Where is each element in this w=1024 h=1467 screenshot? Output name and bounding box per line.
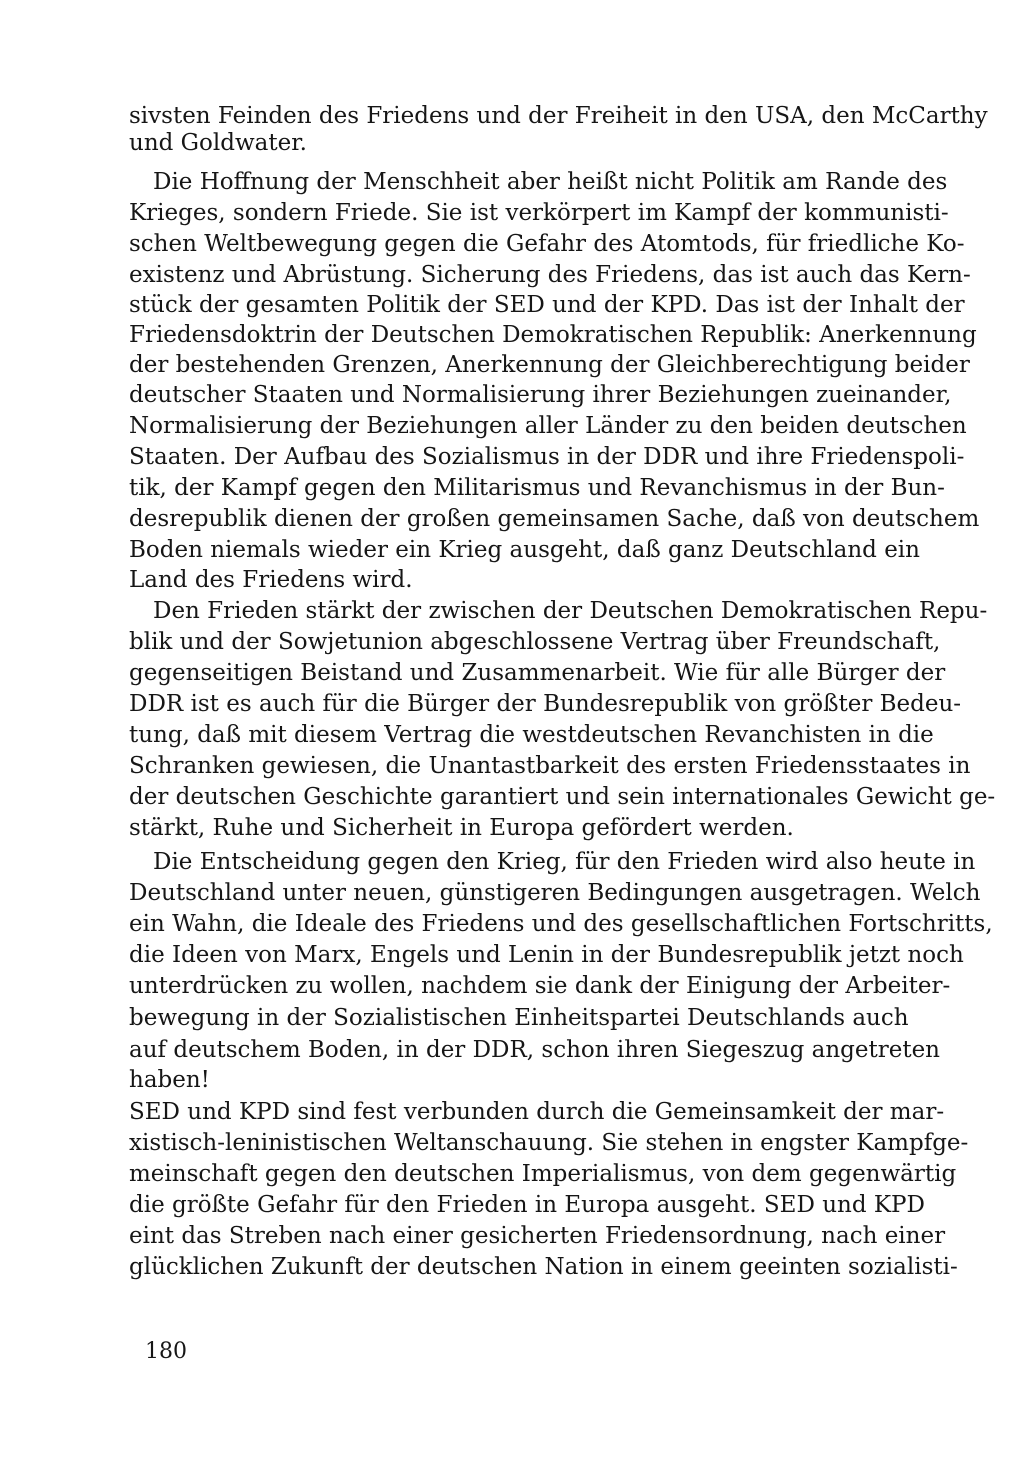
text-line: glücklichen Zukunft der deutschen Nation in einem geeinten sozialisti- [129,1254,958,1280]
text-line: eint das Streben nach einer gesicherten Friedensordnung, nach einer [129,1223,946,1249]
text-line: DDR ist es auch für die Bürger der Bundesrepublik von größter Bedeu- [129,691,962,717]
paragraph-first-line: Die Hoffnung der Menschheit aber heißt nicht Politik am Rande des [153,169,948,195]
text-line: desrepublik dienen der großen gemeinsamen Sache, daß von deutschem [129,506,980,532]
text-line: Deutschland unter neuen, günstigeren Bedingungen ausgetragen. Welch [129,880,981,906]
paragraph-first-line: Die Entscheidung gegen den Krieg, für den Frieden wird also heute in [153,849,976,875]
text-line: Boden niemals wieder ein Krieg ausgeht, daß ganz Deutschland ein [129,537,920,563]
text-line: unterdrücken zu wollen, nachdem sie dank der Einigung der Arbeiter- [129,973,951,999]
text-line: schen Weltbewegung gegen die Gefahr des Atomtods, für friedliche Ko- [129,231,965,257]
text-line: sivsten Feinden des Friedens und der Freiheit in den USA, den McCarthy [129,103,988,129]
text-line: meinschaft gegen den deutschen Imperialismus, von dem gegenwärtig [129,1161,957,1187]
text-line: Friedensdoktrin der Deutschen Demokratischen Republik: Anerkennung [129,322,977,348]
text-line: Normalisierung der Beziehungen aller Länder zu den beiden deutschen [129,413,967,439]
text-line: die Ideen von Marx, Engels und Lenin in der Bundesrepublik jetzt noch [129,942,964,968]
text-line: bewegung in der Sozialistischen Einheitspartei Deutschlands auch [129,1005,909,1031]
text-line: tik, der Kampf gegen den Militarismus und Revanchismus in der Bun- [129,475,945,501]
text-line: auf deutschem Boden, in der DDR, schon ihren Siegeszug angetreten [129,1037,940,1063]
text-line: Schranken gewiesen, die Unantastbarkeit des ersten Friedensstaates in [129,753,971,779]
text-line: der deutschen Geschichte garantiert und sein internationales Gewicht ge- [129,784,996,810]
text-line: ein Wahn, die Ideale des Friedens und des gesellschaftlichen Fortschritts, [129,911,993,937]
text-line: xistisch-leninistischen Weltanschauung. Sie stehen in engster Kampfge- [129,1130,969,1156]
text-line: Staaten. Der Aufbau des Sozialismus in der DDR und ihre Friedenspoli- [129,444,965,470]
page-number: 180 [145,1339,187,1364]
text-line: blik und der Sowjetunion abgeschlossene Vertrag über Freundschaft, [129,629,941,655]
text-line: der bestehenden Grenzen, Anerkennung der Gleichberechtigung beider [129,352,970,378]
text-line: und Goldwater. [129,130,307,156]
text-line: gegenseitigen Beistand und Zusammenarbeit. Wie für alle Bürger der [129,660,946,686]
text-line: stärkt, Ruhe und Sicherheit in Europa gefördert werden. [129,815,794,841]
text-line: tung, daß mit diesem Vertrag die westdeutschen Revanchisten in die [129,722,934,748]
text-line: die größte Gefahr für den Frieden in Europa ausgeht. SED und KPD [129,1192,925,1218]
paragraph-first-line: SED und KPD sind fest verbunden durch die Gemeinsamkeit der mar- [129,1099,945,1125]
text-line: stück der gesamten Politik der SED und der KPD. Das ist der Inhalt der [129,292,965,318]
paragraph-first-line: Den Frieden stärkt der zwischen der Deutschen Demokratischen Repu- [153,598,988,624]
text-line: haben! [129,1067,210,1093]
text-line: deutscher Staaten und Normalisierung ihrer Beziehungen zueinander, [129,382,952,408]
text-line: existenz und Abrüstung. Sicherung des Friedens, das ist auch das Kern- [129,262,971,288]
text-line: Krieges, sondern Friede. Sie ist verkörpert im Kampf der kommunisti- [129,200,949,226]
text-line: Land des Friedens wird. [129,567,413,593]
